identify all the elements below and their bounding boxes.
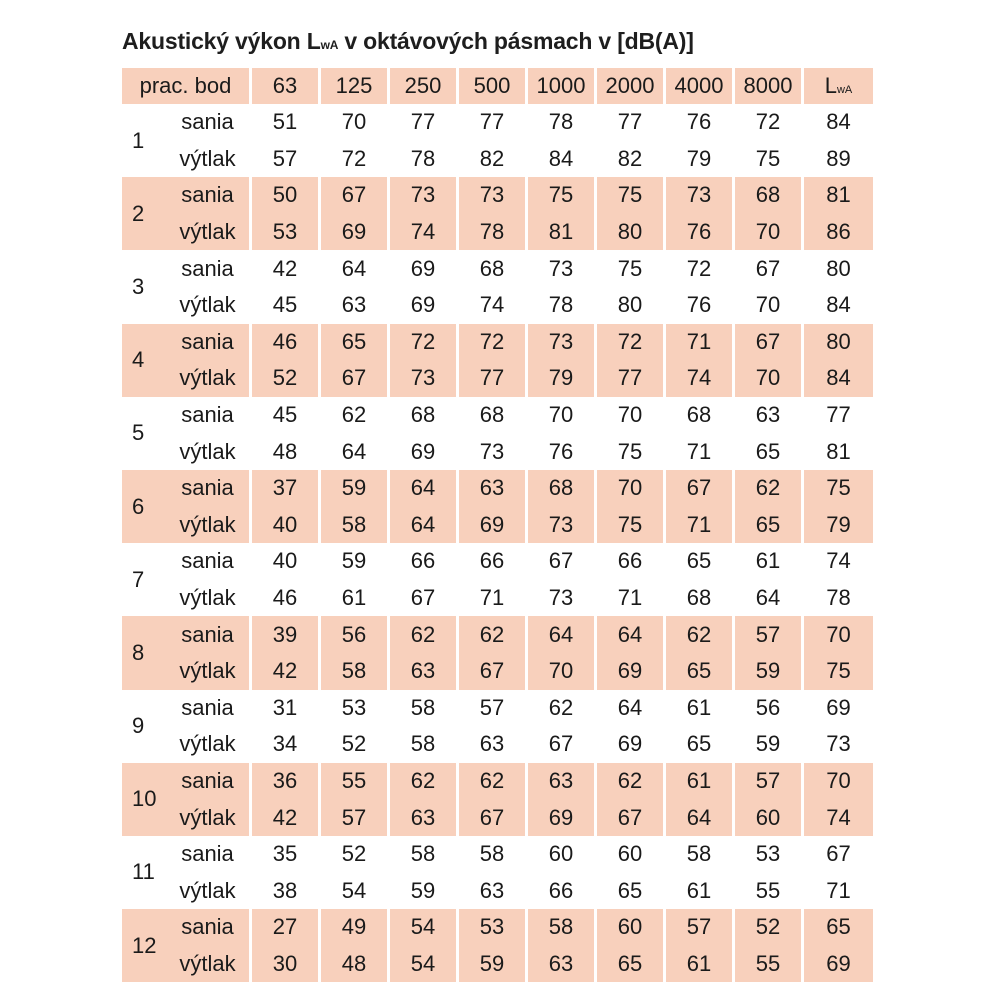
band-value: 63 [528, 763, 597, 800]
table-row [122, 799, 873, 836]
operating-point-number: 10 [122, 763, 166, 836]
suction-label: sania [166, 616, 252, 653]
band-value: 50 [252, 177, 321, 214]
band-value: 70 [617, 402, 643, 428]
band-value: 72 [390, 324, 459, 361]
band-value: 75 [617, 255, 643, 281]
header-band: 8000 [735, 68, 804, 104]
lwa-value: 81 [826, 438, 851, 464]
band-value: 69 [410, 255, 436, 281]
band-value: 54 [390, 909, 459, 946]
title-main: Akustický výkon L [122, 28, 321, 54]
band-value: 40 [252, 507, 321, 544]
band-value: 82 [617, 145, 643, 171]
acoustic-power-table [122, 68, 873, 982]
band-value: 68 [528, 470, 597, 507]
header-band: 4000 [666, 68, 735, 104]
table-row [122, 397, 873, 434]
band-value: 69 [459, 507, 528, 544]
discharge-label: výtlak [179, 438, 236, 464]
lwa-value: 75 [804, 653, 873, 690]
band-value: 67 [548, 731, 574, 757]
table-row [122, 909, 873, 946]
lwa-value: 69 [826, 694, 851, 720]
band-value: 58 [528, 909, 597, 946]
title-rest: v oktávových pásmach v [dB(A)] [338, 28, 694, 54]
header-band: 1000 [528, 68, 597, 104]
lwa-value: 78 [826, 585, 851, 611]
band-value: 65 [597, 946, 666, 983]
lwa-value: 69 [804, 946, 873, 983]
band-value: 68 [479, 255, 505, 281]
header-lwa-sub: wA [836, 84, 853, 96]
band-value: 30 [252, 946, 321, 983]
band-value: 58 [321, 507, 390, 544]
band-value: 57 [735, 616, 804, 653]
band-value: 63 [479, 877, 505, 903]
suction-label: sania [166, 763, 252, 800]
lwa-value: 84 [826, 292, 851, 318]
band-value: 60 [735, 799, 804, 836]
band-value: 61 [341, 585, 367, 611]
band-value: 72 [459, 324, 528, 361]
band-value: 42 [252, 653, 321, 690]
band-value: 68 [735, 177, 804, 214]
lwa-value: 70 [804, 616, 873, 653]
table-row [122, 507, 873, 544]
band-value: 46 [272, 585, 298, 611]
header-row [122, 68, 873, 104]
band-value: 68 [686, 402, 712, 428]
lwa-value: 80 [826, 255, 851, 281]
band-value: 69 [410, 292, 436, 318]
band-value: 60 [548, 841, 574, 867]
operating-point-number: 12 [122, 909, 166, 982]
band-value: 56 [321, 616, 390, 653]
band-value: 73 [528, 324, 597, 361]
table-row [122, 433, 873, 470]
band-value: 59 [410, 877, 436, 903]
lwa-value: 84 [804, 360, 873, 397]
band-value: 58 [321, 653, 390, 690]
band-value: 62 [597, 763, 666, 800]
band-value: 63 [390, 799, 459, 836]
band-value: 46 [252, 324, 321, 361]
band-value: 77 [479, 109, 505, 135]
lwa-value: 67 [826, 841, 851, 867]
lwa-value: 75 [804, 470, 873, 507]
band-value: 54 [390, 946, 459, 983]
title-subscript: wA [320, 38, 339, 52]
band-value: 72 [341, 145, 367, 171]
band-value: 72 [597, 324, 666, 361]
suction-label: sania [166, 470, 252, 507]
operating-point-number: 3 [132, 273, 145, 299]
band-value: 27 [252, 909, 321, 946]
band-value: 65 [755, 438, 781, 464]
table-row [122, 836, 873, 873]
lwa-value: 89 [826, 145, 851, 171]
band-value: 68 [479, 402, 505, 428]
table-row [122, 250, 873, 287]
band-value: 73 [479, 438, 505, 464]
band-value: 71 [686, 438, 712, 464]
band-value: 60 [597, 909, 666, 946]
band-value: 62 [459, 616, 528, 653]
band-value: 70 [341, 109, 367, 135]
band-value: 78 [459, 214, 528, 251]
band-value: 71 [666, 507, 735, 544]
band-value: 57 [321, 799, 390, 836]
band-value: 64 [755, 585, 781, 611]
band-value: 64 [341, 438, 367, 464]
table-row [122, 653, 873, 690]
band-value: 49 [321, 909, 390, 946]
band-value: 63 [479, 731, 505, 757]
discharge-label: výtlak [166, 360, 252, 397]
suction-label: sania [166, 177, 252, 214]
band-value: 73 [528, 507, 597, 544]
discharge-label: výtlak [179, 877, 236, 903]
band-value: 55 [755, 877, 781, 903]
operating-point-number: 1 [132, 127, 145, 153]
discharge-label: výtlak [166, 214, 252, 251]
band-value: 51 [272, 109, 298, 135]
band-value: 78 [548, 292, 574, 318]
band-value: 63 [459, 470, 528, 507]
band-value: 62 [390, 616, 459, 653]
band-value: 59 [735, 653, 804, 690]
band-value: 79 [686, 145, 712, 171]
lwa-value: 84 [826, 109, 851, 135]
operating-point-number: 8 [122, 616, 166, 689]
table-row [122, 872, 873, 909]
band-value: 56 [755, 694, 781, 720]
band-value: 70 [597, 470, 666, 507]
band-value: 58 [410, 841, 436, 867]
band-value: 63 [390, 653, 459, 690]
band-value: 61 [666, 763, 735, 800]
band-value: 64 [390, 470, 459, 507]
band-value: 48 [272, 438, 298, 464]
band-value: 34 [272, 731, 298, 757]
discharge-label: výtlak [179, 731, 236, 757]
lwa-value: 71 [826, 877, 851, 903]
band-value: 57 [272, 145, 298, 171]
band-value: 69 [597, 653, 666, 690]
band-value: 53 [755, 841, 781, 867]
band-value: 82 [479, 145, 505, 171]
band-value: 67 [410, 585, 436, 611]
band-value: 62 [735, 470, 804, 507]
band-value: 59 [755, 731, 781, 757]
operating-point-number: 11 [132, 859, 155, 885]
band-value: 73 [666, 177, 735, 214]
band-value: 70 [548, 402, 574, 428]
table-row [122, 360, 873, 397]
band-value: 67 [321, 360, 390, 397]
operating-point-number: 6 [122, 470, 166, 543]
band-value: 67 [755, 255, 781, 281]
band-value: 72 [755, 109, 781, 135]
band-value: 77 [617, 109, 643, 135]
band-value: 78 [410, 145, 436, 171]
band-value: 65 [321, 324, 390, 361]
band-value: 55 [321, 763, 390, 800]
lwa-value: 79 [804, 507, 873, 544]
table-row [122, 690, 873, 727]
band-value: 54 [341, 877, 367, 903]
band-value: 65 [666, 653, 735, 690]
band-value: 67 [548, 548, 574, 574]
band-value: 39 [252, 616, 321, 653]
band-value: 80 [617, 292, 643, 318]
band-value: 84 [548, 145, 574, 171]
lwa-value: 70 [804, 763, 873, 800]
band-value: 75 [617, 438, 643, 464]
discharge-label: výtlak [179, 292, 236, 318]
suction-label: sania [181, 402, 234, 428]
band-value: 67 [459, 653, 528, 690]
table-row [122, 726, 873, 763]
band-value: 60 [617, 841, 643, 867]
table-row [122, 543, 873, 580]
band-value: 61 [686, 877, 712, 903]
band-value: 73 [390, 360, 459, 397]
lwa-value: 74 [826, 548, 851, 574]
lwa-value: 65 [804, 909, 873, 946]
band-value: 78 [548, 109, 574, 135]
band-value: 58 [410, 731, 436, 757]
band-value: 70 [735, 360, 804, 397]
band-value: 61 [755, 548, 781, 574]
band-value: 75 [597, 177, 666, 214]
table-row [122, 287, 873, 324]
band-value: 69 [528, 799, 597, 836]
table-row [122, 141, 873, 178]
header-lwa [804, 68, 873, 104]
band-value: 81 [528, 214, 597, 251]
discharge-label: výtlak [166, 946, 252, 983]
band-value: 64 [341, 255, 367, 281]
band-value: 40 [272, 548, 298, 574]
band-value: 76 [686, 109, 712, 135]
discharge-label: výtlak [166, 799, 252, 836]
band-value: 59 [341, 548, 367, 574]
band-value: 64 [666, 799, 735, 836]
band-value: 66 [548, 877, 574, 903]
operating-point-number: 9 [132, 713, 145, 739]
band-value: 65 [686, 731, 712, 757]
lwa-value: 86 [804, 214, 873, 251]
band-value: 72 [686, 255, 712, 281]
band-value: 77 [597, 360, 666, 397]
band-value: 53 [252, 214, 321, 251]
suction-label: sania [181, 109, 234, 135]
operating-point-number: 2 [122, 177, 166, 250]
band-value: 77 [459, 360, 528, 397]
band-value: 42 [272, 255, 298, 281]
band-value: 52 [341, 841, 367, 867]
band-value: 73 [548, 255, 574, 281]
band-value: 63 [341, 292, 367, 318]
band-value: 48 [321, 946, 390, 983]
band-value: 58 [410, 694, 436, 720]
lwa-value: 77 [826, 402, 851, 428]
lwa-value: 80 [804, 324, 873, 361]
band-value: 64 [528, 616, 597, 653]
operating-point-number: 7 [132, 566, 145, 592]
band-value: 55 [735, 946, 804, 983]
band-value: 67 [597, 799, 666, 836]
band-value: 75 [597, 507, 666, 544]
band-value: 31 [272, 694, 298, 720]
band-value: 52 [735, 909, 804, 946]
band-value: 73 [459, 177, 528, 214]
band-value: 58 [686, 841, 712, 867]
band-value: 62 [390, 763, 459, 800]
band-value: 45 [272, 402, 298, 428]
band-value: 64 [597, 616, 666, 653]
band-value: 66 [479, 548, 505, 574]
band-value: 70 [528, 653, 597, 690]
band-value: 62 [666, 616, 735, 653]
suction-label: sania [181, 841, 234, 867]
table-row [122, 324, 873, 361]
discharge-label: výtlak [179, 145, 236, 171]
band-value: 42 [252, 799, 321, 836]
discharge-label: výtlak [179, 585, 236, 611]
header-band: 63 [252, 68, 321, 104]
band-value: 62 [459, 763, 528, 800]
lwa-value: 74 [804, 799, 873, 836]
band-value: 68 [410, 402, 436, 428]
band-value: 64 [390, 507, 459, 544]
band-value: 62 [548, 694, 574, 720]
band-value: 74 [479, 292, 505, 318]
band-value: 37 [252, 470, 321, 507]
band-value: 75 [755, 145, 781, 171]
table-row [122, 946, 873, 983]
header-band: 500 [459, 68, 528, 104]
band-value: 53 [341, 694, 367, 720]
suction-label: sania [181, 694, 234, 720]
band-value: 52 [341, 731, 367, 757]
band-value: 77 [410, 109, 436, 135]
table-title [122, 28, 694, 55]
suction-label: sania [166, 324, 252, 361]
table-row [122, 214, 873, 251]
band-value: 52 [252, 360, 321, 397]
band-value: 76 [666, 214, 735, 251]
band-value: 61 [666, 946, 735, 983]
table-row [122, 763, 873, 800]
table-row [122, 177, 873, 214]
discharge-label: výtlak [166, 507, 252, 544]
band-value: 59 [459, 946, 528, 983]
band-value: 74 [390, 214, 459, 251]
band-value: 57 [479, 694, 505, 720]
suction-label: sania [166, 909, 252, 946]
band-value: 63 [755, 402, 781, 428]
table-body [122, 104, 873, 982]
band-value: 57 [666, 909, 735, 946]
band-value: 66 [617, 548, 643, 574]
table-row [122, 104, 873, 141]
band-value: 65 [735, 507, 804, 544]
band-value: 53 [459, 909, 528, 946]
band-value: 80 [597, 214, 666, 251]
band-value: 68 [686, 585, 712, 611]
operating-point-number: 5 [132, 420, 145, 446]
band-value: 65 [686, 548, 712, 574]
band-value: 35 [272, 841, 298, 867]
band-value: 67 [735, 324, 804, 361]
header-band: 125 [321, 68, 390, 104]
header-lwa-main: L [824, 73, 837, 98]
band-value: 71 [617, 585, 643, 611]
band-value: 75 [528, 177, 597, 214]
band-value: 36 [252, 763, 321, 800]
band-value: 70 [755, 292, 781, 318]
discharge-label: výtlak [166, 653, 252, 690]
band-value: 69 [617, 731, 643, 757]
band-value: 45 [272, 292, 298, 318]
band-value: 69 [321, 214, 390, 251]
band-value: 69 [410, 438, 436, 464]
band-value: 73 [390, 177, 459, 214]
table-row [122, 470, 873, 507]
table-row [122, 616, 873, 653]
band-value: 38 [272, 877, 298, 903]
band-value: 65 [617, 877, 643, 903]
band-value: 74 [666, 360, 735, 397]
band-value: 71 [479, 585, 505, 611]
suction-label: sania [181, 255, 234, 281]
suction-label: sania [181, 548, 234, 574]
band-value: 57 [735, 763, 804, 800]
operating-point-number: 4 [122, 324, 166, 397]
band-value: 64 [617, 694, 643, 720]
band-value: 67 [321, 177, 390, 214]
band-value: 66 [410, 548, 436, 574]
band-value: 79 [528, 360, 597, 397]
band-value: 59 [321, 470, 390, 507]
band-value: 67 [666, 470, 735, 507]
band-value: 58 [479, 841, 505, 867]
lwa-value: 73 [826, 731, 851, 757]
band-value: 76 [548, 438, 574, 464]
header-band: 250 [390, 68, 459, 104]
band-value: 67 [459, 799, 528, 836]
header-point: prac. bod [122, 68, 252, 104]
band-value: 63 [528, 946, 597, 983]
header-band: 2000 [597, 68, 666, 104]
band-value: 71 [666, 324, 735, 361]
band-value: 76 [686, 292, 712, 318]
band-value: 62 [341, 402, 367, 428]
band-value: 61 [686, 694, 712, 720]
table-row [122, 580, 873, 617]
lwa-value: 81 [804, 177, 873, 214]
band-value: 70 [735, 214, 804, 251]
band-value: 73 [548, 585, 574, 611]
